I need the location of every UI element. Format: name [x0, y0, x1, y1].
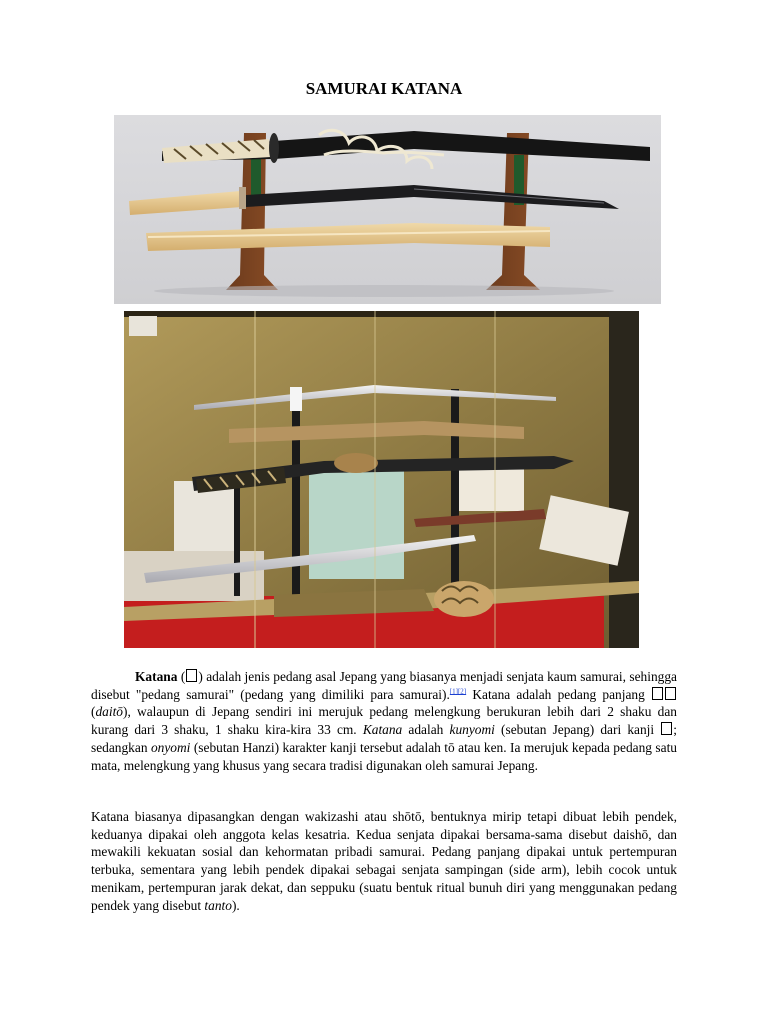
missing-glyph-box — [652, 687, 663, 700]
katana-stand-photo — [114, 115, 661, 304]
museum-swords-photo — [124, 311, 639, 648]
reference-link-2[interactable]: [2] — [457, 687, 467, 696]
paragraph-katana-definition: Katana ( ) adalah jenis pedang asal Jepang yang biasanya menjadi senjata kaum samurai, sehingga disebut "pedang samurai" (pedang yang dimiliki para samurai).[1][2] Katana adalah pedang panjang (daitō), walaupun di Jepang sendiri ini merujuk pedang melengkung berukuran lebih dari 2 shaku dan kurang dari 3 shaku, 1 shaku kira-kira 33 cm. Katana adalah kunyomi (sebutan Jepang) dari kanji ; sedangkan onyomi (sebutan Hanzi) karakter kanji tersebut adalah tō atau ken. Ia merujuk kepada pedang satu mata, melengkung yang khusus yang secara tradisi digunakan oleh samurai Jepang. — [91, 669, 678, 773]
document-title: SAMURAI KATANA — [305, 79, 463, 98]
missing-glyph-box — [661, 722, 672, 735]
missing-glyph-box — [665, 687, 676, 700]
katana-term: Katana — [135, 669, 178, 684]
reference-link-1[interactable]: [1] — [449, 687, 458, 696]
missing-glyph-box — [186, 669, 197, 682]
paragraph-daisho: Katana biasanya dipasangkan dengan wakizashi atau shōtō, bentuknya mirip tetapi dibuat lebih pendek, keduanya dipakai oleh anggota kelas kesatria. Kedua senjata dipakai bersama-sama disebut daishō, dan mewakili kekuatan sosial dan kehormatan pribadi samurai. Pedang panjang dipakai untuk pertempuran terbuka, sementara yang lebih pendek dipakai sebagai senjata sampingan (side arm), lebih cocok untuk menikam, pertempuran jarak dekat, dan seppuku (suatu bentuk ritual bunuh diri yang menggunakan pedang pendek yang disebut tanto). — [91, 809, 677, 913]
